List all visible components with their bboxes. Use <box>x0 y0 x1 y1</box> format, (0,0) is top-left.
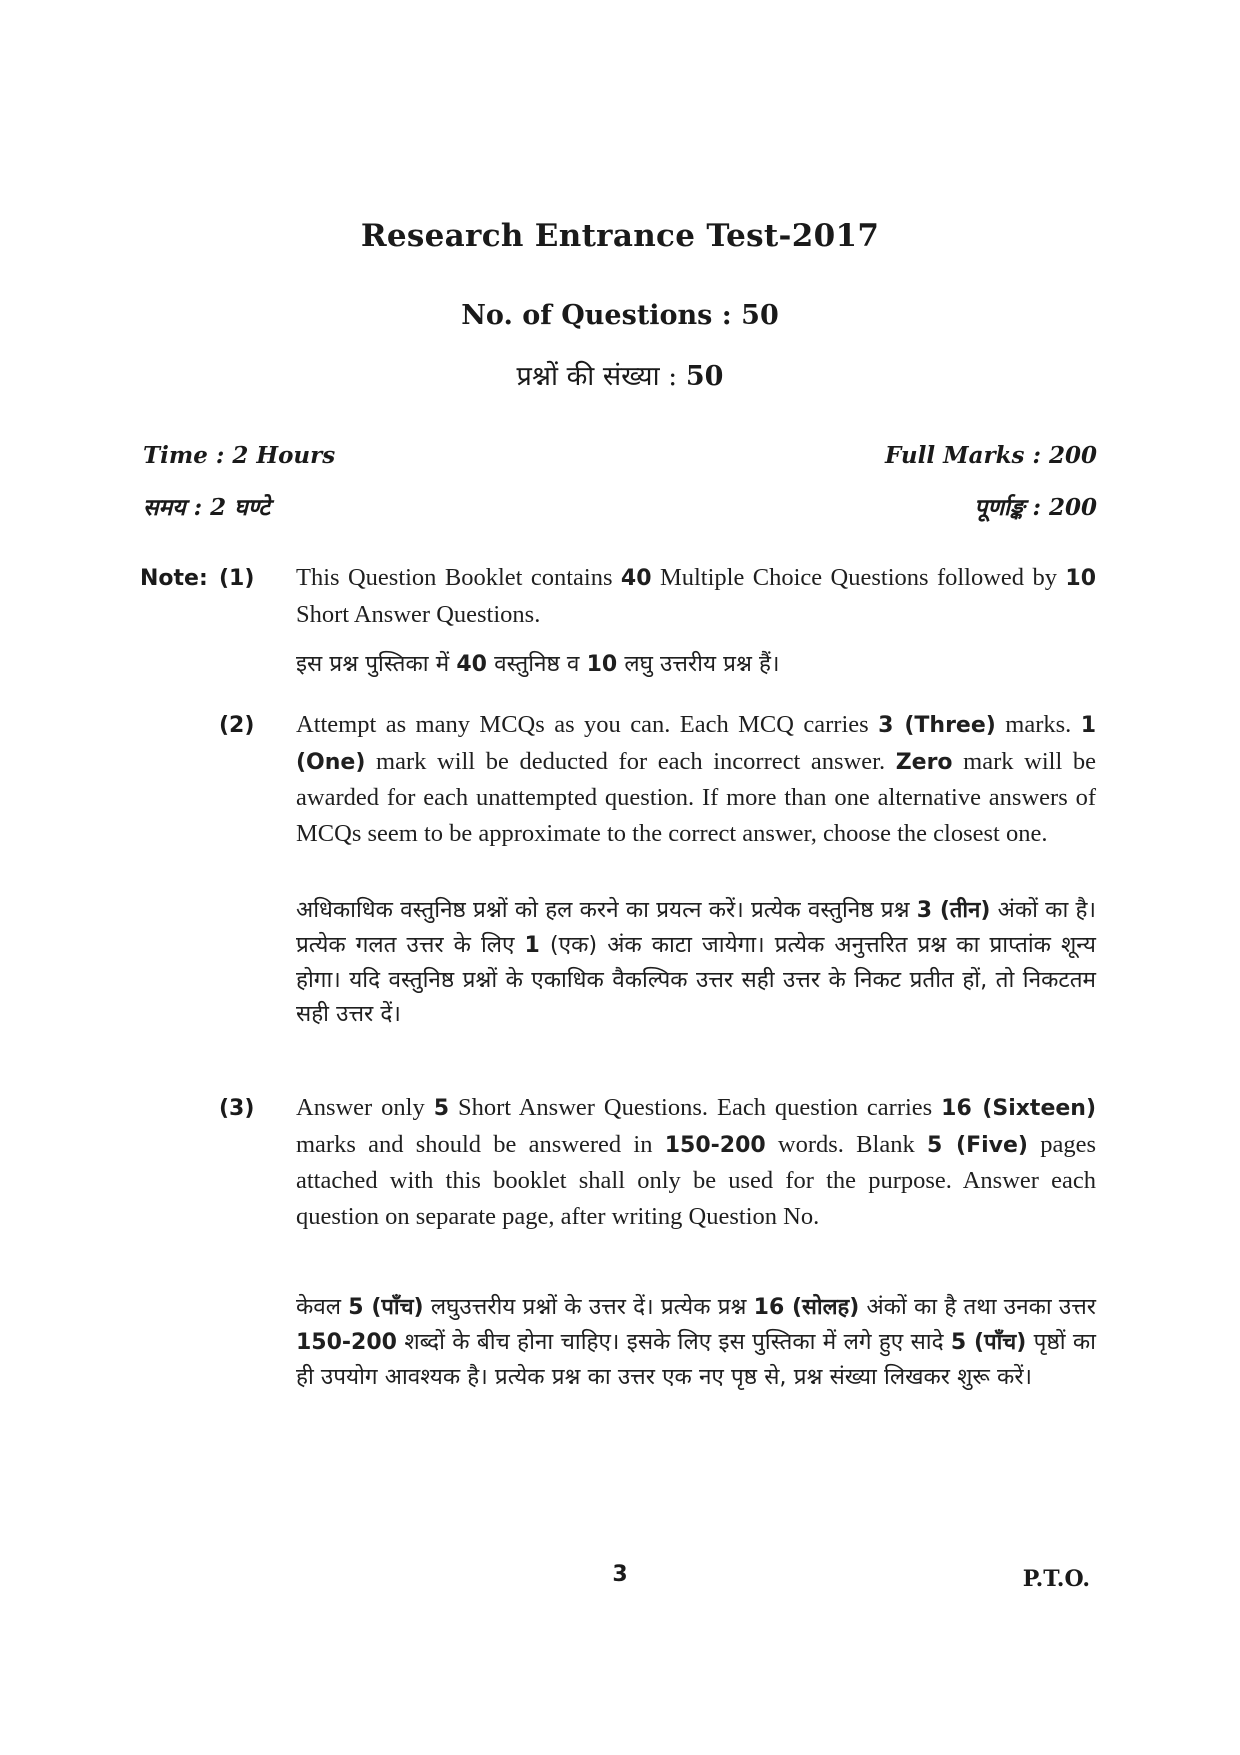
text-run-bold: 40 <box>456 652 487 677</box>
text-run-bold: 5 (Five) <box>926 1132 1028 1158</box>
text-run-bold: 10 <box>586 652 618 677</box>
text-run-bold: 1 (One) <box>296 713 1097 775</box>
text-run: marks. <box>995 711 1081 738</box>
marks-label: Full Marks : <box>884 442 1049 469</box>
text-run: लघुउत्तरीय प्रश्नों के उत्तर दें। प्रत्येक प्रश्न <box>423 1294 754 1320</box>
text-run: वस्तुनिष्ठ व <box>486 651 587 677</box>
text-run: अधिकाधिक वस्तुनिष्ठ प्रश्नों को हल करने का प्रयत्न करें। प्रत्येक वस्तुनिष्ठ प्रश्न <box>296 897 917 923</box>
text-run-bold: 150-200 <box>664 1132 766 1158</box>
text-run: Answer only <box>296 1094 434 1121</box>
text-run-bold: 1 <box>524 933 540 958</box>
note-2-number: (2) <box>219 713 255 738</box>
text-run: लघु उत्तरीय प्रश्न हैं। <box>617 651 780 677</box>
text-run-bold: 5 <box>433 1096 450 1121</box>
text-run: केवल <box>296 1294 349 1320</box>
full-marks-hindi: पूर्णाङ्क : 200 <box>974 494 1097 521</box>
text-run-bold: 5 (पाँच) <box>348 1295 424 1320</box>
text-run: This Question Booklet contains <box>296 564 621 591</box>
time-hindi: समय : 2 घण्टे <box>143 494 271 521</box>
note-3-english <box>296 1090 1096 1234</box>
time-value: 2 Hours <box>232 442 336 469</box>
question-count-hindi-value: 50 <box>685 361 724 392</box>
text-run-bold: 16 (Sixteen) <box>941 1096 1096 1121</box>
text-run: mark will be deducted for each incorrect answer. <box>365 747 896 775</box>
text-run: Multiple Choice Questions followed by <box>651 564 1066 591</box>
text-run-bold: 3 (तीन) <box>916 898 991 923</box>
time-english <box>143 442 335 469</box>
note-2-hindi <box>296 893 1096 1031</box>
note-1-number: (1) <box>219 566 255 591</box>
text-run-bold: 5 (पाँच) <box>950 1330 1027 1355</box>
text-run: pages attached with this booklet shall only be used for the purpose. Answer each question on separate page, after writing Question No. <box>296 1130 1096 1230</box>
text-run: पृष्ठों का ही उपयोग आवश्यक है। प्रत्येक प्रश्न का उत्तर एक नए पृष्ठ से, प्रश्न संख्या लिखकर शुरू करें। <box>296 1329 1096 1390</box>
text-run: अंकों का है। प्रत्येक गलत उत्तर के लिए <box>296 897 1096 958</box>
note-label: Note: <box>140 566 208 591</box>
question-count-hindi-label: प्रश्नों की संख्या : <box>516 361 678 392</box>
question-count-hindi <box>0 356 1240 393</box>
full-marks-english <box>885 442 1097 469</box>
text-run: Short Answer Questions. Each question carries <box>449 1094 942 1121</box>
text-run: (एक) अंक काटा जायेगा। प्रत्येक अनुत्तरित प्रश्न का प्राप्तांक शून्य होगा। यदि वस्तुनिष्ठ प्रश्नों के एकाधिक वैकल्पिक उत्तर सही उत्तर के निकट प्रतीत हों, तो निकटतम सही उत्तर दें। <box>296 932 1096 1027</box>
text-run: Short Answer Questions. <box>296 600 541 628</box>
text-run-bold: 10 <box>1065 566 1097 591</box>
question-count-english: No. of Questions : 50 <box>461 300 779 331</box>
note-1-hindi <box>296 647 1096 682</box>
note-1-english <box>296 560 1096 632</box>
marks-value: 200 <box>1048 442 1097 469</box>
text-run-bold: 16 (सोलह) <box>753 1295 860 1320</box>
time-label: Time : <box>143 442 233 469</box>
note-3-hindi <box>296 1290 1096 1394</box>
text-run-bold: Zero <box>895 749 953 775</box>
text-run: mark will be awarded for each unattempted question. If more than one alternative answers of MCQs seem to be approximate to the correct answer, choose the closest one. <box>296 747 1096 847</box>
text-run: अंकों का है तथा उनका उत्तर <box>859 1294 1096 1320</box>
page-title: Research Entrance Test-2017 <box>360 218 880 254</box>
text-run: words. Blank <box>765 1130 927 1158</box>
text-run-bold: 3 (Three) <box>878 713 996 738</box>
note-3-number: (3) <box>219 1096 255 1121</box>
text-run: Attempt as many MCQs as you can. Each MCQ carries <box>296 711 879 738</box>
text-run-bold: 150-200 <box>296 1330 397 1355</box>
text-run: इस प्रश्न पुस्तिका में <box>296 651 457 677</box>
note-2-english <box>296 707 1096 851</box>
text-run-bold: 40 <box>620 566 652 591</box>
page-number: 3 <box>612 1562 628 1587</box>
text-run: शब्दों के बीच होना चाहिए। इसके लिए इस पुस्तिका में लगे हुए सादे <box>396 1329 951 1355</box>
text-run: marks and should be answered in <box>296 1130 665 1158</box>
pto-label: P.T.O. <box>1022 1566 1090 1592</box>
